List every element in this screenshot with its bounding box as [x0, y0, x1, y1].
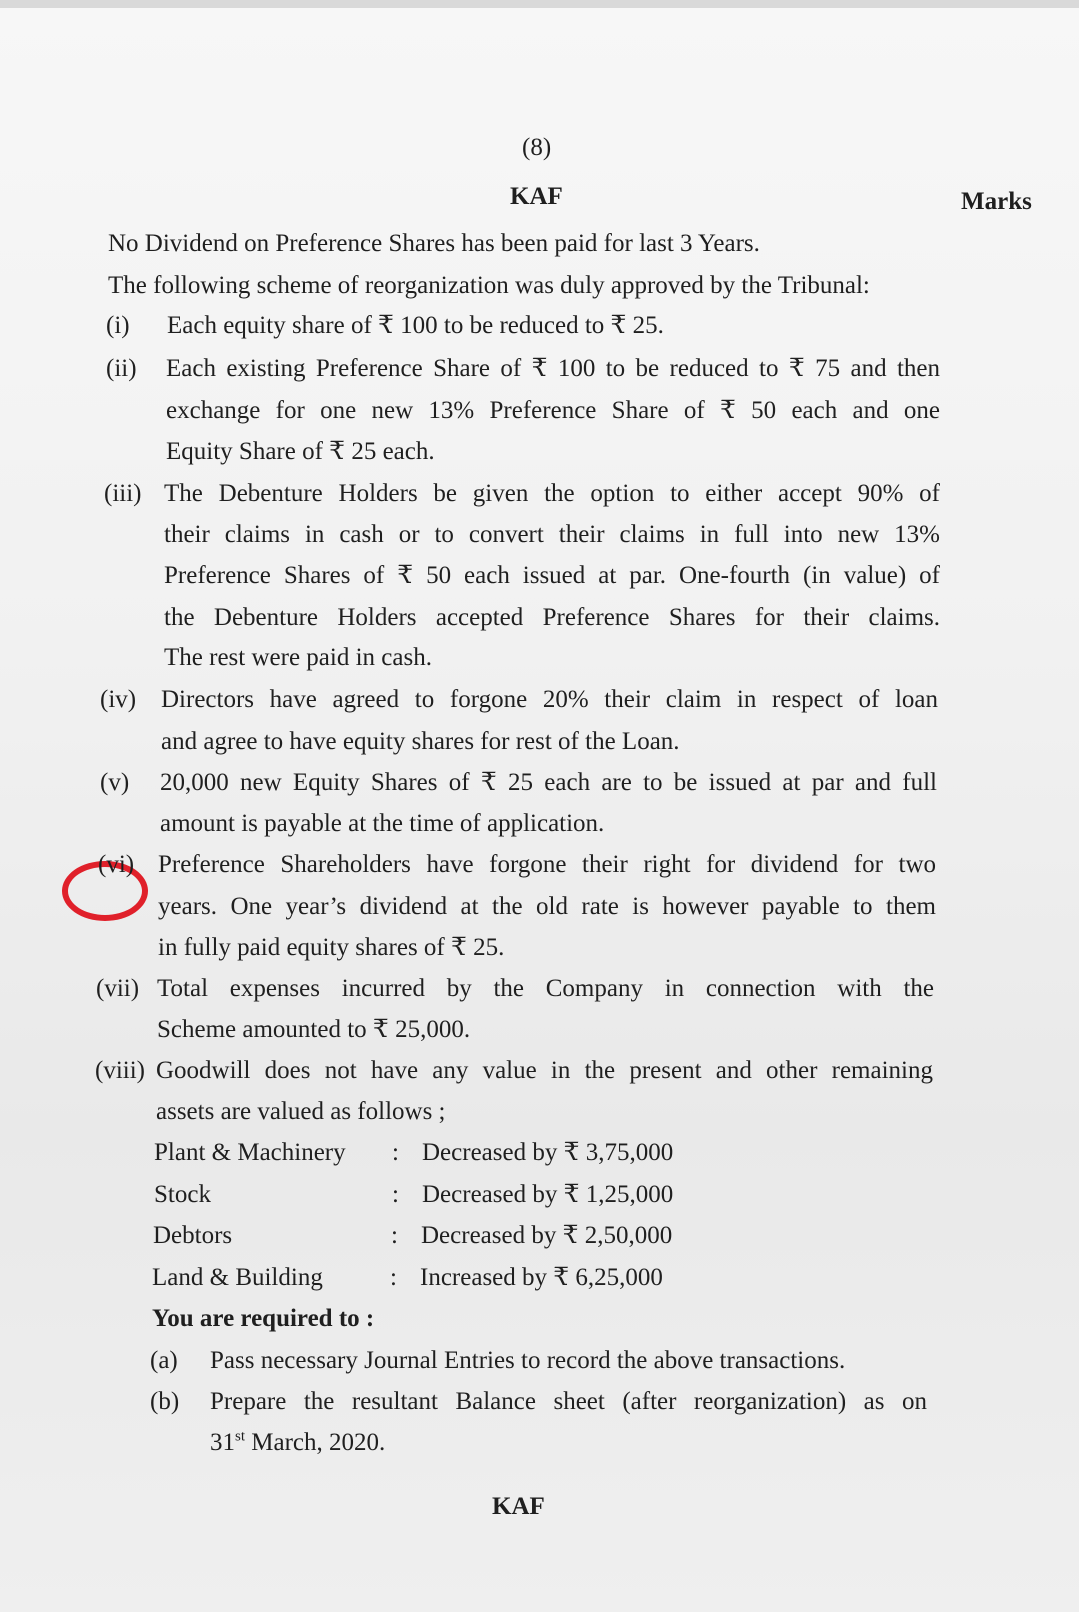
valuation-asset: Land & Building [152, 1264, 323, 1291]
valuation-change: Decreased by ₹ 3,75,000 [422, 1139, 674, 1166]
valuation-asset: Plant & Machinery [154, 1139, 346, 1166]
item-vii-line-2: Scheme amounted to ₹ 25,000. [157, 1016, 471, 1043]
required-b-text: Prepare the resultant Balance sheet (after reorganization) as on [210, 1388, 927, 1415]
date-day: 31 [210, 1429, 235, 1456]
item-iii-line-2: their claims in cash or to convert their claims in full into new 13% [164, 521, 940, 548]
page-number: (8) [522, 134, 552, 161]
item-i-line-1: Each equity share of ₹ 100 to be reduced to ₹ 25. [167, 312, 664, 339]
item-iii-line-3: Preference Shares of ₹ 50 each issued at par. One-fourth (in value) of [164, 562, 940, 589]
item-viii-line-1: Goodwill does not have any value in the present and other remaining [156, 1057, 933, 1084]
date-rest: March, 2020. [245, 1429, 386, 1456]
valuation-asset: Stock [154, 1181, 211, 1208]
intro-line-1: No Dividend on Preference Shares has been paid for last 3 Years. [108, 230, 760, 257]
item-vi-line-1: Preference Shareholders have forgone their right for dividend for two [158, 851, 936, 878]
required-heading: You are required to : [152, 1305, 375, 1332]
required-label-b: (b) [150, 1388, 180, 1415]
item-iv-line-2: and agree to have equity shares for rest of the Loan. [161, 728, 680, 755]
item-label-i: (i) [106, 312, 130, 339]
item-vii-line-1: Total expenses incurred by the Company in connection with the [157, 975, 934, 1002]
footer-code: KAF [492, 1493, 545, 1520]
required-label-a: (a) [150, 1347, 178, 1374]
item-ii-line-1: Each existing Preference Share of ₹ 100 to be reduced to ₹ 75 and then [166, 355, 940, 382]
valuation-sep: : [392, 1181, 399, 1208]
item-iii-line-5: The rest were paid in cash. [164, 644, 432, 671]
date-suffix: st [235, 1428, 246, 1445]
valuation-change: Decreased by ₹ 1,25,000 [422, 1181, 674, 1208]
required-date [210, 1427, 385, 1459]
item-ii-line-2: exchange for one new 13% Preference Share of ₹ 50 each and one [166, 397, 940, 424]
marks-label: Marks [961, 188, 1032, 215]
valuation-sep: : [392, 1139, 399, 1166]
valuation-change: Decreased by ₹ 2,50,000 [421, 1222, 673, 1249]
intro-line-2: The following scheme of reorganization was duly approved by the Tribunal: [108, 272, 870, 299]
item-label-iii: (iii) [104, 480, 142, 507]
valuation-asset: Debtors [153, 1222, 233, 1249]
item-label-iv: (iv) [100, 686, 137, 713]
valuation-change: Increased by ₹ 6,25,000 [420, 1264, 663, 1291]
item-vi-line-3: in fully paid equity shares of ₹ 25. [158, 934, 505, 961]
item-viii-line-2: assets are valued as follows ; [156, 1098, 446, 1125]
item-iii-line-4: the Debenture Holders accepted Preference Shares for their claims. [164, 604, 940, 631]
item-vi-line-2: years. One year’s dividend at the old rate is however payable to them [158, 893, 936, 920]
paper-code: KAF [510, 183, 563, 210]
top-strip [0, 0, 1079, 8]
required-a-text: Pass necessary Journal Entries to record the above transactions. [210, 1347, 846, 1374]
valuation-sep: : [391, 1222, 398, 1249]
item-v-line-2: amount is payable at the time of application. [160, 810, 605, 837]
item-iv-line-1: Directors have agreed to forgone 20% their claim in respect of loan [161, 686, 938, 713]
item-iii-line-1: The Debenture Holders be given the option to either accept 90% of [164, 480, 940, 507]
item-label-vii: (vii) [96, 975, 140, 1002]
item-v-line-1: 20,000 new Equity Shares of ₹ 25 each are to be issued at par and full [160, 769, 937, 796]
valuation-sep: : [390, 1264, 397, 1291]
item-label-vi: (vi) [98, 851, 135, 878]
item-label-v: (v) [100, 769, 130, 796]
document-page [0, 8, 1079, 1612]
item-ii-line-3: Equity Share of ₹ 25 each. [166, 438, 435, 465]
item-label-viii: (viii) [95, 1057, 145, 1084]
item-label-ii: (ii) [106, 355, 137, 382]
